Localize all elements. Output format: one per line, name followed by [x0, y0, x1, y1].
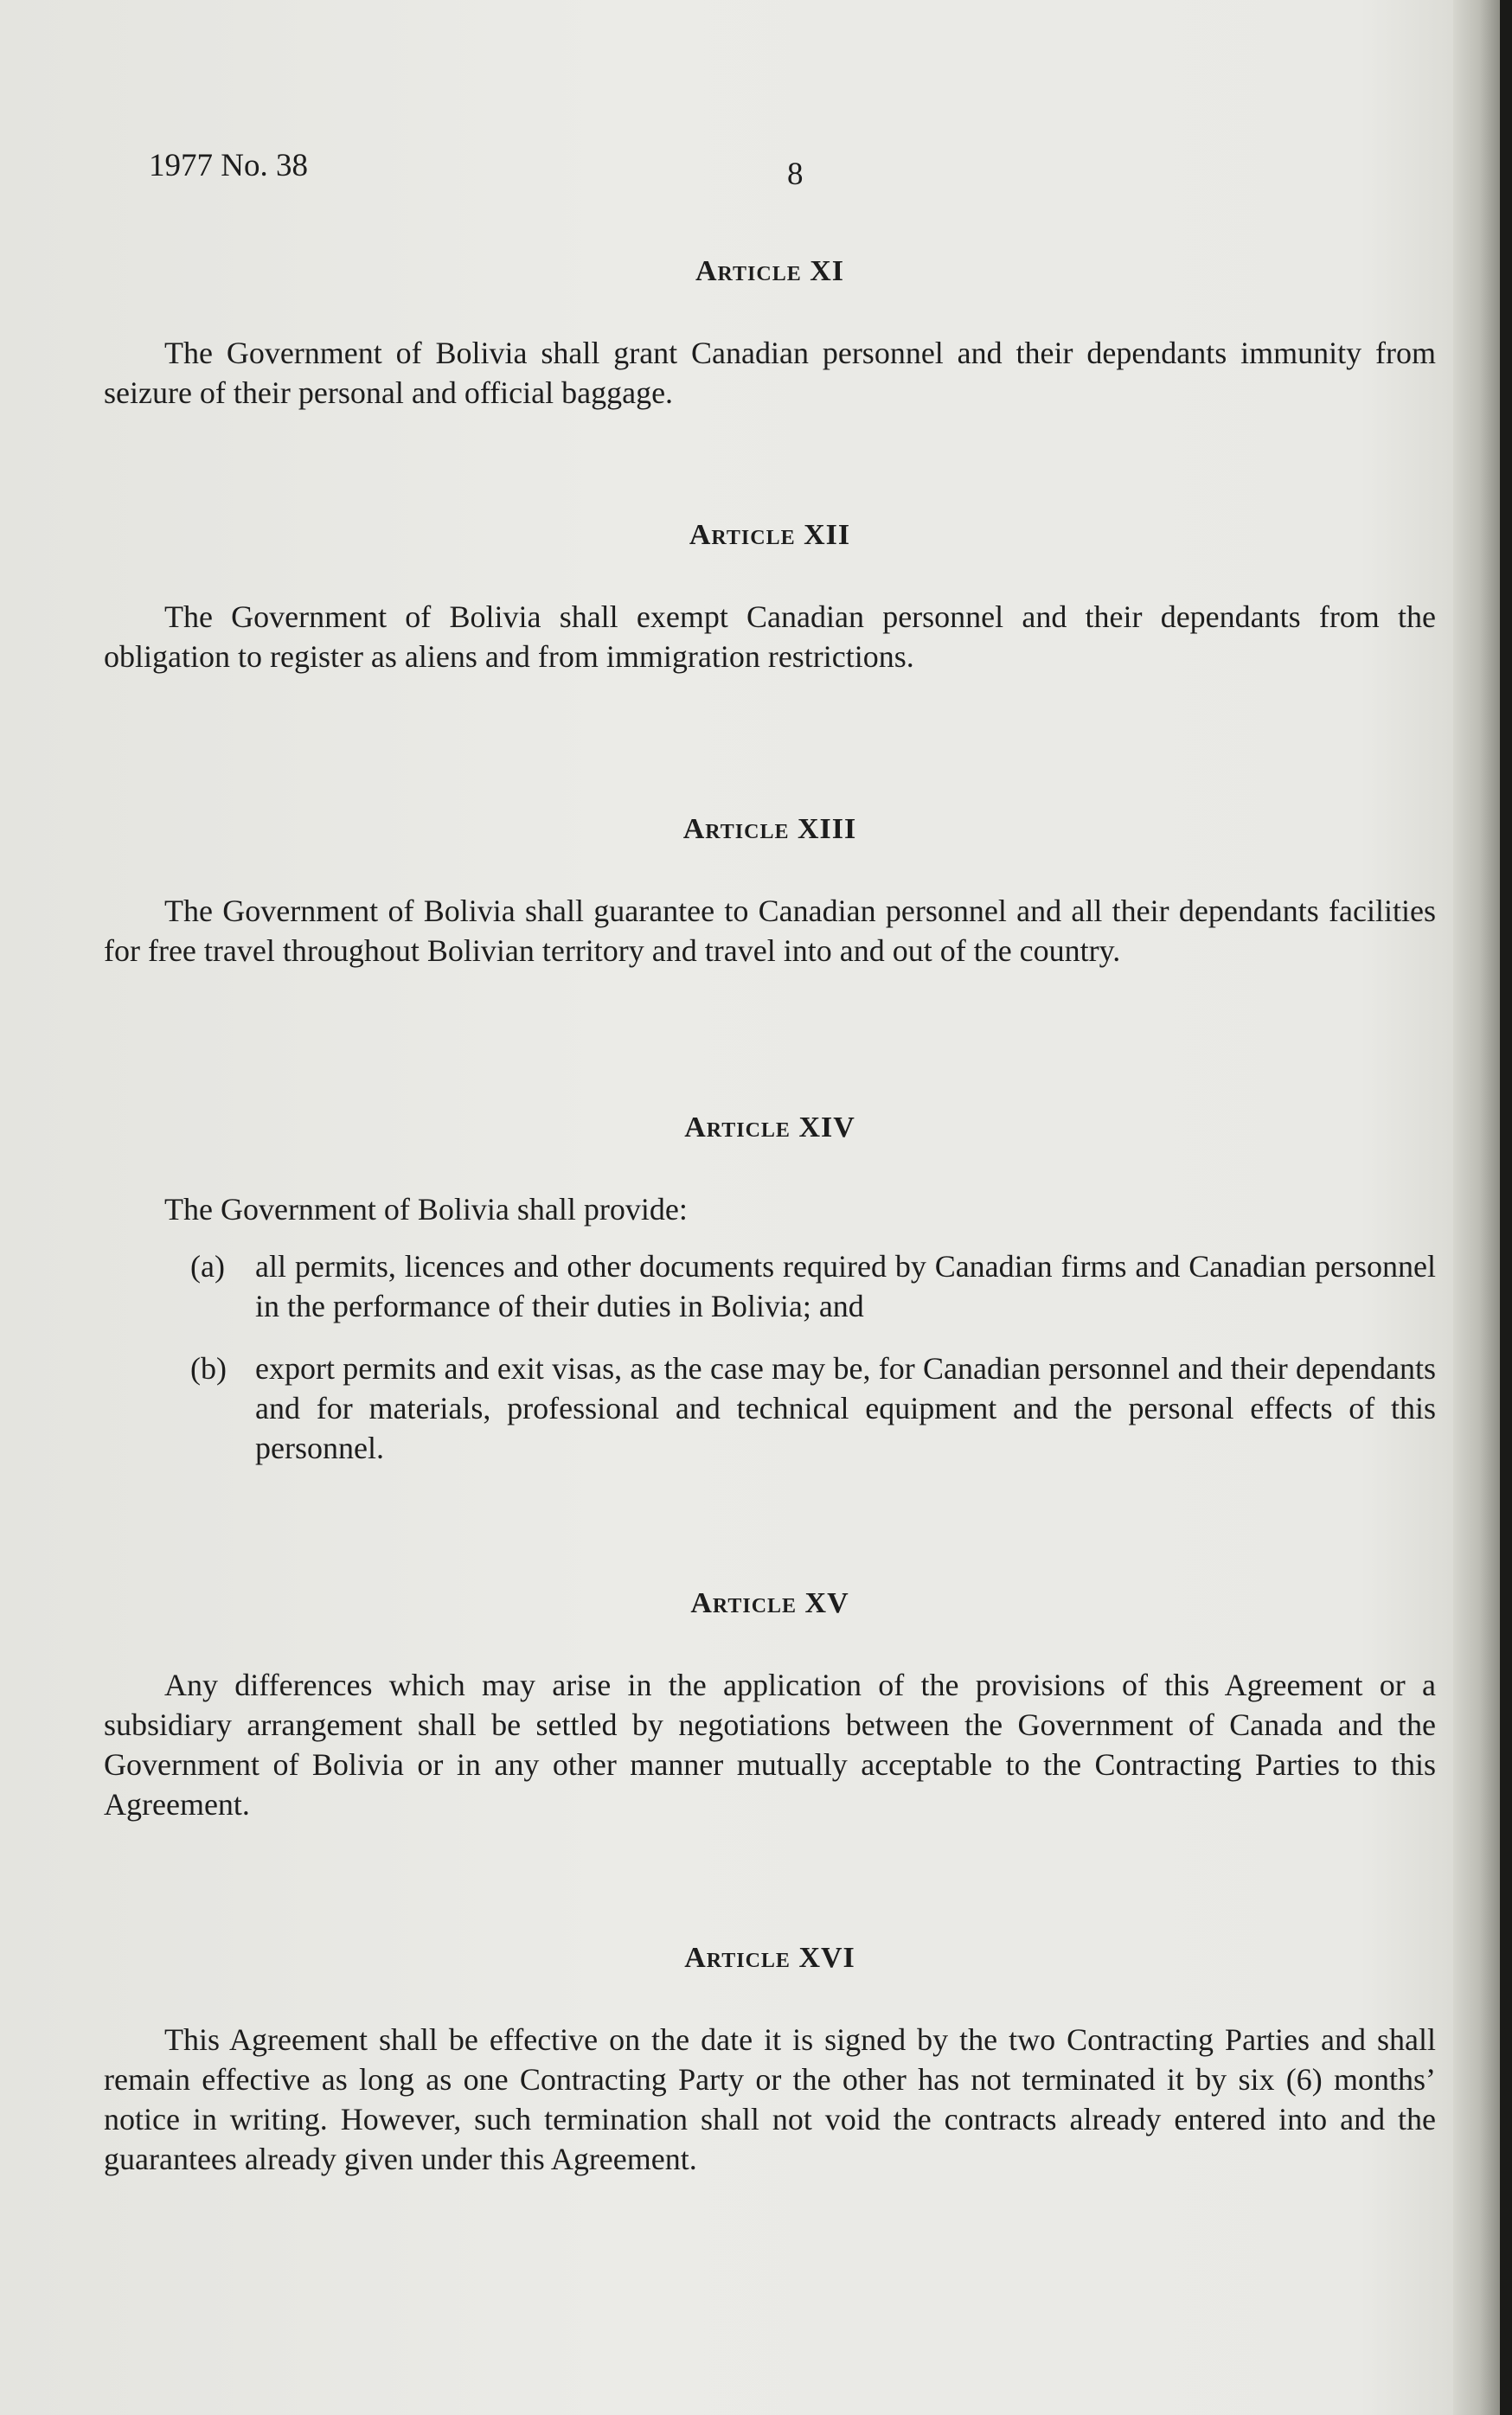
article-xvi [104, 1942, 1436, 2179]
article-heading: Article XI [695, 255, 845, 287]
article-xiii [104, 813, 1436, 970]
article-text: This Agreement shall be effective on the date it is signed by the two Contracting Parties and shall remain effective as long as one Contracting Party or the other has not terminated it by six (6) months’ notice in writing. However, such termination shall not void the contracts already entered into and the guarantees already given under this Agreement. [104, 2022, 1436, 2176]
article-heading: Article XIV [684, 1111, 855, 1143]
book-spine-edge [1500, 0, 1512, 2415]
article-heading: Article XVI [684, 1942, 855, 1974]
article-xii [104, 519, 1436, 676]
provision-list [104, 1246, 1436, 1468]
list-item-text: export permits and exit visas, as the case may be, for Canadian personnel and their dependants and for materials, professional and technical equipment and the personal effects of this personnel. [255, 1351, 1436, 1465]
article-heading: Article XII [689, 519, 851, 551]
list-marker: (a) [190, 1249, 225, 1284]
article-heading: Article XIII [682, 813, 857, 845]
list-marker: (b) [190, 1351, 227, 1386]
article-text: The Government of Bolivia shall guarantee to Canadian personnel and all their dependants facilities for free travel throughout Bolivian territory and travel into and out of the country. [104, 894, 1436, 968]
article-text: The Government of Bolivia shall exempt Canadian personnel and their dependants from the obligation to register as aliens and from immigration restrictions. [104, 599, 1436, 674]
article-heading: Article XV [690, 1587, 849, 1619]
article-intro: The Government of Bolivia shall provide: [164, 1192, 688, 1227]
list-item [104, 1348, 1436, 1468]
article-text: Any differences which may arise in the application of the provisions of this Agreement or a subsidiary arrangement shall be settled by negotiations between the Government of Canada and the Government of Bolivia or in any other manner mutually acceptable to the Contracting Parties to this Agreement. [104, 1668, 1436, 1822]
article-xi [104, 255, 1436, 413]
statute-reference: 1977 No. 38 [149, 148, 308, 183]
list-item-text: all permits, licences and other documents required by Canadian firms and Canadian personnel in the performance of their duties in Bolivia; and [255, 1249, 1436, 1323]
article-xv [104, 1587, 1436, 1824]
list-item [104, 1246, 1436, 1326]
page-header [104, 147, 1436, 199]
article-text: The Government of Bolivia shall grant Canadian personnel and their dependants immunity from seizure of their personal and official baggage. [104, 336, 1436, 410]
page-number: 8 [787, 157, 804, 192]
article-xiv [104, 1111, 1436, 1490]
